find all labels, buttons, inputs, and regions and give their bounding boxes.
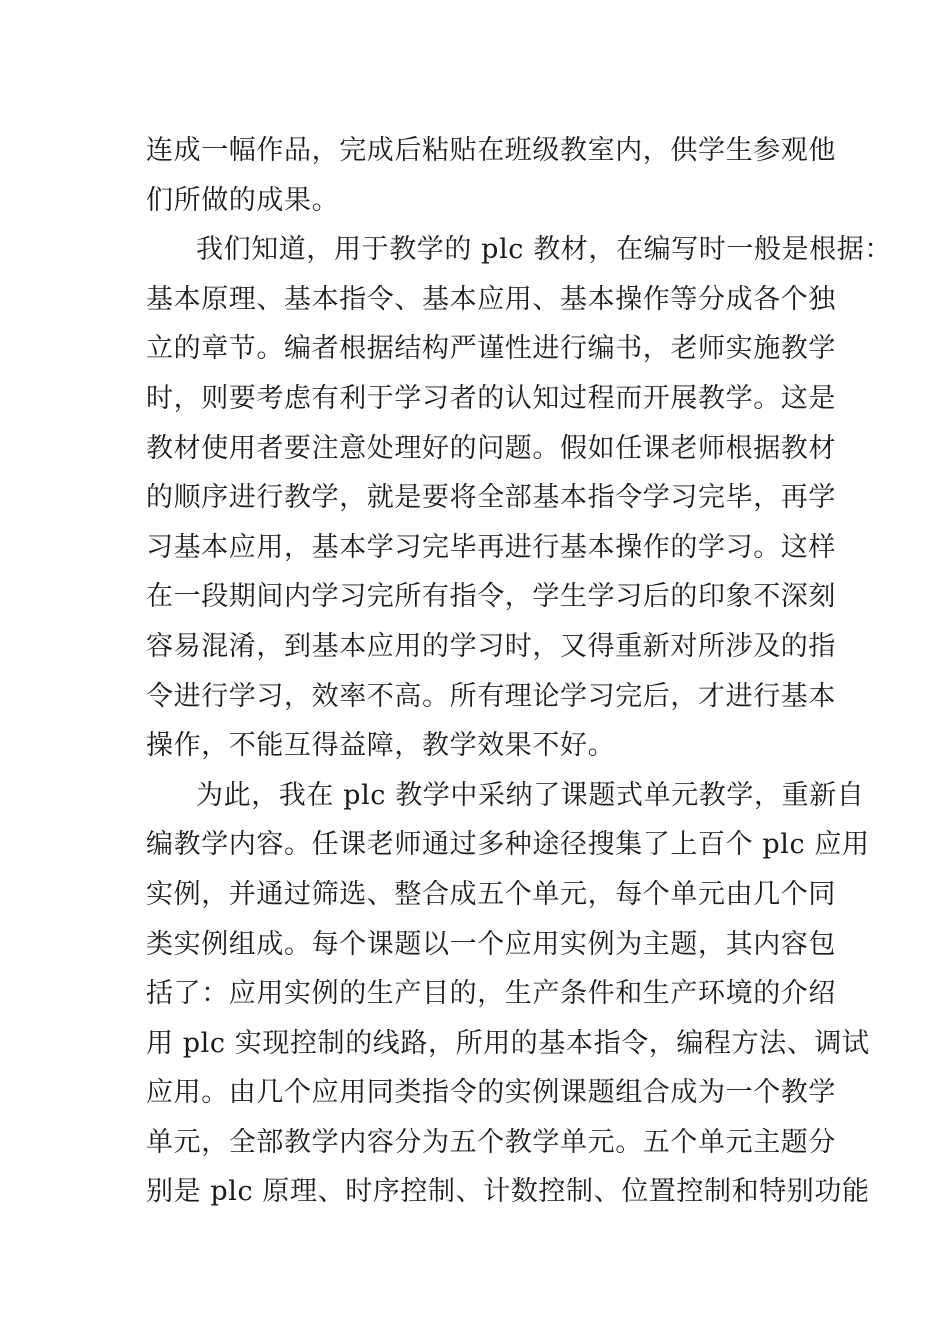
text-line: 操作，不能互得益障，教学效果不好。 xyxy=(146,730,616,762)
text-line: 单元，全部教学内容分为五个教学单元。五个单元主题分 xyxy=(146,1126,836,1158)
text-line: 为此，我在 plc 教学中采纳了课题式单元教学，重新自 xyxy=(196,779,865,811)
text-line: 实例，并通过筛选、整合成五个单元，每个单元由几个同 xyxy=(146,878,836,910)
text-line: 基本原理、基本指令、基本应用、基本操作等分成各个独 xyxy=(146,283,836,315)
paragraph-2 xyxy=(146,225,893,771)
text-line: 令进行学习，效率不高。所有理论学习完后，才进行基本 xyxy=(146,680,836,712)
text-line: 时，则要考虑有利于学习者的认知过程而开展教学。这是 xyxy=(146,382,836,414)
text-line: 教材使用者要注意处理好的问题。假如任课老师根据教材 xyxy=(146,432,836,464)
paragraph-3 xyxy=(146,771,870,1217)
text-line: 的顺序进行教学，就是要将全部基本指令学习完毕，再学 xyxy=(146,482,836,514)
document-body xyxy=(146,126,893,1217)
text-line: 编教学内容。任课老师通过多种途径搜集了上百个 plc 应用 xyxy=(146,829,870,861)
text-line: 用 plc 实现控制的线路，所用的基本指令，编程方法、调试 xyxy=(146,1027,870,1059)
text-line: 应用。由几个应用同类指令的实例课题组合成为一个教学 xyxy=(146,1077,836,1109)
text-line: 习基本应用，基本学习完毕再进行基本操作的学习。这样 xyxy=(146,531,836,563)
paragraph-1 xyxy=(146,126,836,225)
text-line: 立的章节。编者根据结构严谨性进行编书，老师实施教学 xyxy=(146,333,836,365)
text-line: 在一段期间内学习完所有指令，学生学习后的印象不深刻 xyxy=(146,581,836,613)
text-line: 连成一幅作品，完成后粘贴在班级教室内，供学生参观他 xyxy=(146,135,836,166)
text-line: 们所做的成果。 xyxy=(146,184,340,216)
text-line: 别是 plc 原理、时序控制、计数控制、位置控制和特别功能 xyxy=(146,1176,870,1208)
text-line: 类实例组成。每个课题以一个应用实例为主题，其内容包 xyxy=(146,928,836,960)
text-line: 括了：应用实例的生产目的，生产条件和生产环境的介绍 xyxy=(146,978,836,1010)
text-line: 我们知道，用于教学的 plc 教材，在编写时一般是根据： xyxy=(196,234,893,266)
text-line: 容易混淆，到基本应用的学习时，又得重新对所涉及的指 xyxy=(146,630,836,662)
